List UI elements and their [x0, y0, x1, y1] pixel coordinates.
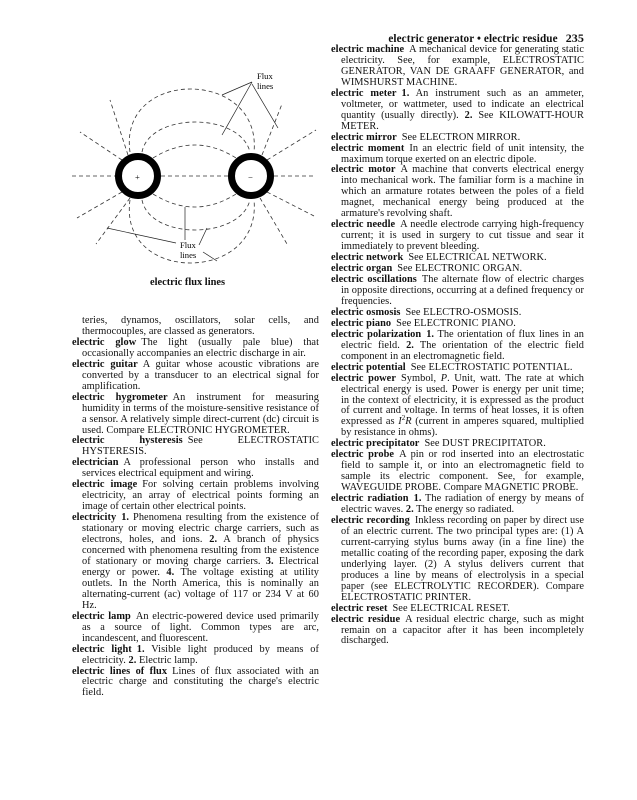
entry-term: electric recording: [331, 514, 410, 526]
entry-term: electric radiation: [331, 493, 409, 505]
entry-term: electricity: [72, 512, 117, 524]
entry-definition: See KILOWATT-HOUR METER.: [341, 109, 584, 132]
figure-caption: electric flux lines: [150, 277, 226, 288]
dictionary-entry: [331, 165, 584, 220]
right-column: [331, 45, 584, 647]
entry-definition: A mechanical device for generating static electricity. See, for example, ELECTROSTATIC GENERATOR, VAN DE GRAAFF GENERATOR, and WIMSHURST MACHINE.: [341, 44, 584, 88]
entry-term: electric power: [331, 372, 396, 384]
entry-term: electric potential: [331, 361, 406, 373]
entry-definition: See ELECTRONIC PIANO.: [396, 317, 516, 329]
entry-definition: See ELECTROSTATIC POTENTIAL.: [410, 361, 573, 373]
entry-definition: In an electric field of unit intensity, the maximum torque exerted on an electric dipole.: [341, 142, 584, 165]
dictionary-entry: [72, 338, 319, 360]
entry-definition: For solving certain problems involving electricity, an array of electrical points forming an image of certain other electrical points.: [82, 479, 320, 513]
sense-number: 2.: [406, 339, 414, 351]
entry-definition: Inkless recording on paper by direct use of an electric current. The two principal types are: (1) A current-carrying stylus burns away (in a fine line) the metallic coating of the recording paper, exposing the dark underlying layer. (2) A stylus delivers current that produces a line by means of electrolysis in a special paper (see ELECTROLYTIC RECORDER). Compare ELECTROSTATIC PRINTER.: [341, 514, 584, 603]
minus-sign: −: [248, 172, 253, 182]
entry-definition: See ELECTRO-OSMOSIS.: [405, 306, 522, 318]
dictionary-entry: [331, 494, 584, 516]
entry-term: electric reset: [331, 602, 388, 614]
dictionary-entry: [72, 393, 319, 437]
sense-number: 1.: [401, 87, 410, 99]
entry-definition: . Unit, watt. The rate at which electrical energy is used. Power is energy per unit time; in the context of electricity, it is expressed as the product of current and voltage. In terms of heat losses, it is often expressed as: [341, 372, 584, 428]
flux-label-bottom-line1: Flux: [180, 240, 196, 250]
entry-definition: The radiation of energy by means of electric waves.: [341, 493, 584, 516]
entry-definition: The energy so radiated.: [413, 504, 515, 516]
entry-definition: R: [405, 416, 412, 428]
entry-term: electrician: [72, 457, 119, 469]
entry-term: electric hygrometer: [72, 391, 168, 403]
entry-term: electric needle: [331, 219, 396, 231]
dictionary-entry: [331, 374, 584, 440]
entry-definition: See ELECTRON MIRROR.: [401, 131, 521, 143]
sense-number: 2.: [464, 109, 473, 121]
entry-definition: The light (usually pale blue) that occasionally accompanies an electric discharge in air.: [82, 336, 319, 359]
entry-definition: Visible light produced by means of electricity.: [82, 643, 319, 666]
entry-definition: The voltage existing at utility outlets. In the North America, this is nominally an alternating-current (ac) voltage of 117 or 234 V at 60 Hz.: [82, 566, 319, 611]
dictionary-entry: [331, 330, 584, 363]
entry-term: electric lamp: [72, 610, 131, 622]
entry-definition: A pin or rod inserted into an electrostatic field to sample it, or into an electromagnetic field to sample its electric component. See, for example, WAVEGUIDE PROBE. Compare MAGNETIC PROBE.: [341, 449, 585, 494]
sense-number: 2.: [405, 504, 414, 516]
dictionary-entry: [331, 615, 584, 648]
sense-number: 1.: [121, 512, 130, 524]
entry-definition: See ELECTRONIC ORGAN.: [397, 263, 523, 275]
entry-definition: Symbol,: [400, 372, 441, 384]
dictionary-entry: [72, 645, 319, 667]
entry-term: electric image: [72, 479, 138, 491]
left-column: [72, 316, 319, 699]
entry-term: electric polarization: [331, 328, 422, 340]
entry-term: electric hysteresis: [72, 435, 183, 447]
sense-number: 4.: [166, 566, 175, 578]
entry-definition: An electric-powered device used primarily as a source of light. Common types are arc, incandescent, and fluorescent.: [82, 610, 319, 644]
page-number: 235: [565, 31, 584, 45]
plus-sign: +: [135, 172, 140, 182]
entry-definition: A branch of physics concerned with phenomena resulting from the existence of stationary or moving charge carriers.: [82, 534, 319, 567]
guide-words: electric generator • electric residue: [388, 33, 558, 45]
entry-definition: teries, dynamos, oscillators, solar cells, and thermocouples, are classed as generators.: [82, 315, 319, 337]
entry-term: electric oscillations: [331, 274, 417, 286]
entry-definition: P: [440, 372, 448, 384]
sense-number: 2.: [209, 534, 218, 546]
flux-label-top-line2: lines: [257, 81, 274, 91]
flux-label-bottom-line2: lines: [180, 250, 197, 260]
sense-number: 3.: [265, 555, 274, 567]
entry-term: electric mirror: [331, 131, 397, 143]
entry-definition: A residual electric charge, such as might remain on a capacitor after it has been incompletely discharged.: [341, 613, 584, 647]
entry-definition: See DUST PRECIPITATOR.: [424, 438, 546, 450]
dictionary-entry: [331, 45, 584, 89]
entry-definition: A machine that converts electrical energy into mechanical work. The familiar form is a machine in which an armature rotates between the poles of a field magnet, mechanical energy being produced at the armature's revolving shaft.: [341, 164, 584, 220]
entry-definition: Electrical energy or power.: [82, 555, 319, 578]
entry-term: electric machine: [331, 44, 405, 55]
dictionary-entry: [72, 513, 319, 612]
entry-definition: A needle electrode carrying high-frequency current; it is used in surgery to cut tissue and sear it immediately to prevent bleeding.: [341, 219, 584, 253]
entry-definition: See ELECTROSTATIC HYSTERESIS.: [82, 435, 320, 458]
sense-number: 1.: [136, 643, 145, 655]
entry-definition: Electric lamp.: [136, 654, 198, 666]
entry-definition: I: [398, 416, 402, 428]
dictionary-entry: [331, 450, 584, 494]
entry-term: electric motor: [331, 164, 396, 176]
dictionary-entry: [331, 275, 584, 308]
entry-definition: (current in amperes squared, multiplied by resistance in ohms).: [341, 416, 584, 439]
entry-term: electric meter: [331, 87, 397, 99]
dictionary-entry: [331, 144, 584, 166]
dictionary-entry: [72, 458, 319, 480]
entry-definition: The alternate flow of electric charges in opposite directions, occurring at a defined frequency or frequencies.: [341, 274, 584, 307]
dictionary-entry: [72, 436, 319, 458]
entry-definition: An instrument for measuring humidity in terms of the moisture-sensitive resistance of a sensor. A relatively simple direct-current (dc) circuit is used. Compare ELECTRONIC HYGROMETER.: [82, 391, 319, 436]
dictionary-entry: [72, 480, 319, 513]
entry-definition: Phenomena resulting from the existence of stationary or moving electric charge carriers, such as electrons, holes, and ions.: [82, 512, 319, 546]
entry-term: electric lines of flux: [72, 665, 168, 677]
entry-definition: Lines of flux associated with an electric charge and constituting the charge's electric field.: [82, 665, 320, 699]
dictionary-entry: [331, 89, 584, 133]
entry-term: electric osmosis: [331, 306, 401, 318]
dictionary-entry: [72, 612, 319, 645]
entry-term: electric guitar: [72, 358, 138, 370]
dictionary-entry: [331, 516, 584, 604]
entry-definition: 2: [401, 414, 406, 423]
flux-lines: [72, 89, 316, 263]
flux-label-top-line1: Flux: [257, 71, 273, 81]
sense-number: 1.: [426, 328, 435, 340]
sense-number: 1.: [413, 493, 422, 505]
entry-term: electric moment: [331, 142, 405, 154]
dictionary-entry: [72, 667, 319, 700]
entry-term: electric piano: [331, 317, 392, 329]
entry-definition: A guitar whose acoustic vibrations are converted by a transducer to an electrical signal for amplification.: [82, 358, 319, 392]
entry-definition: The orientation of flux lines in an electric field.: [341, 328, 584, 351]
entry-term: electric network: [331, 252, 404, 264]
entry-term: electric precipitator: [331, 438, 420, 450]
dictionary-entry: [72, 360, 319, 393]
entry-definition: An instrument such as an ammeter, voltmeter, or wattmeter, used to indicate an electrical quantity (usually directly).: [341, 87, 584, 121]
entry-term: electric probe: [331, 449, 395, 461]
entry-term: electric light: [72, 643, 132, 655]
entry-term: electric residue: [331, 613, 401, 625]
sense-number: 2.: [128, 654, 137, 666]
entry-definition: See ELECTRICAL NETWORK.: [408, 252, 547, 264]
dictionary-entry: [72, 316, 319, 338]
entry-definition: A professional person who installs and services electrical equipment and wiring.: [82, 457, 319, 480]
dictionary-entry: [331, 220, 584, 253]
entry-definition: The orientation of the electric field component in an electromagnetic field.: [341, 339, 584, 362]
entry-definition: See ELECTRICAL RESET.: [392, 602, 510, 614]
entry-term: electric organ: [331, 263, 393, 275]
entry-term: electric glow: [72, 336, 137, 348]
